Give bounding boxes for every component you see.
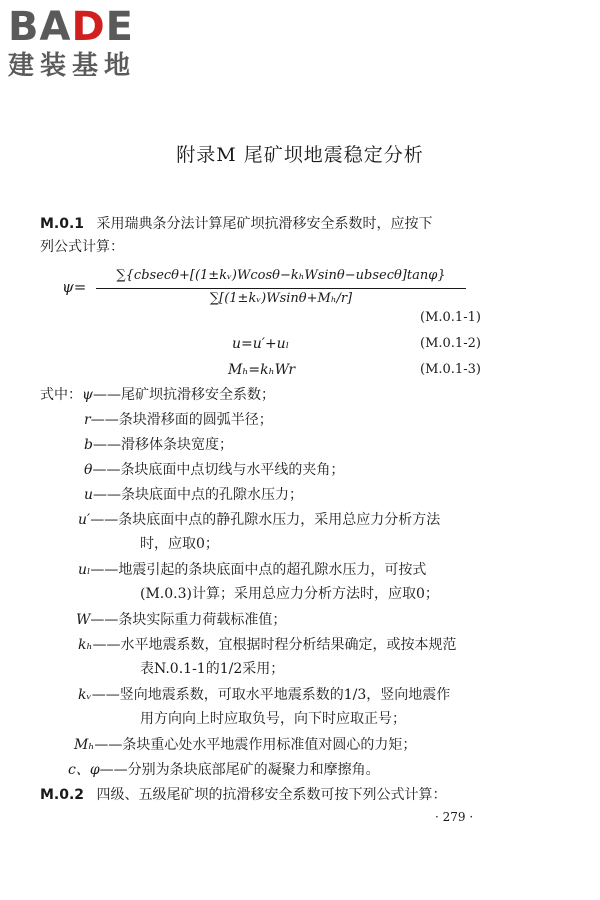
- logo-suffix: E: [105, 4, 134, 50]
- term-symbol: Mₕ: [74, 737, 95, 753]
- term-desc: 竖向地震系数，可取水平地震系数的1/3，竖向地震作: [119, 687, 451, 703]
- term-symbol: b: [84, 437, 93, 453]
- term-u-prime: [78, 511, 440, 529]
- logo-wordmark: [8, 6, 178, 48]
- term-desc: 分别为条块底部尾矿的凝聚力和摩擦角。: [127, 762, 380, 778]
- term-desc: 条块滑移面的圆弧半径；: [118, 412, 273, 428]
- term-u-prime-cont: 时，应取0；: [140, 536, 219, 552]
- term-desc: 条块底面中点的孔隙水压力；: [121, 487, 304, 503]
- term-symbol: uₗ: [78, 562, 91, 578]
- term-desc: 水平地震系数，宜根据时程分析结果确定，或按本规范: [120, 637, 457, 653]
- term-desc: 条块底面中点的静孔隙水压力，采用总应力分析方法: [118, 512, 441, 528]
- appendix-title: 附录M 尾矿坝地震稳定分析: [176, 144, 424, 166]
- brand-logo: [8, 6, 178, 82]
- term-desc: 滑移体条块宽度；: [120, 437, 233, 453]
- term-dash: ——: [92, 437, 121, 453]
- term-dash: ——: [92, 387, 121, 403]
- term-dash: ——: [91, 687, 120, 703]
- logo-prefix: BA: [8, 4, 72, 50]
- term-u-l-cont: (M.0.3)计算；采用总应力分析方法时，应取0；: [140, 586, 439, 602]
- logo-tagline: 建装基地: [8, 51, 137, 81]
- where-prefix: [40, 386, 275, 404]
- section-number: M.0.1: [40, 216, 85, 232]
- term-w: [76, 611, 286, 629]
- term-dash: ——: [90, 512, 119, 528]
- term-symbol: r: [84, 412, 91, 428]
- term-dash: ——: [90, 612, 119, 628]
- term-kv: [78, 686, 450, 704]
- term-symbol: u: [84, 487, 94, 503]
- term-u: [84, 486, 303, 504]
- term-kh: [78, 636, 457, 654]
- term-c-phi: [68, 761, 380, 779]
- term-kv-cont: 用方向向上时应取负号，向下时应取正号；: [140, 711, 406, 727]
- formula-denominator: ∑[(1±kᵥ)Wsinθ+Mₕ/r]: [209, 291, 353, 306]
- formula-numerator: ∑{cbsecθ+[(1±kᵥ)Wcosθ−kₕWsinθ−ubsecθ]tanφ}: [116, 268, 446, 283]
- section-text: 采用瑞典条分法计算尾矿坝抗滑移安全系数时，应按下: [96, 216, 433, 232]
- term-u-l: [78, 561, 426, 579]
- fraction-bar: [96, 288, 466, 289]
- equation-3: Mₕ=kₕWr: [228, 362, 296, 378]
- term-r: [84, 411, 273, 429]
- term-symbol: kᵥ: [78, 687, 92, 703]
- equation-number-2: (M.0.1-2): [420, 336, 481, 351]
- equation-number-1: (M.0.1-1): [420, 310, 481, 325]
- term-dash: ——: [99, 762, 128, 778]
- term-desc: 条块实际重力荷载标准值；: [118, 612, 287, 628]
- term-dash: ——: [92, 462, 121, 478]
- term-desc: 地震引起的条块底面中点的超孔隙水压力，可按式: [118, 562, 427, 578]
- section-text: 四级、五级尾矿坝的抗滑移安全系数可按下列公式计算：: [96, 787, 447, 803]
- section-m02: [40, 786, 447, 804]
- term-kh-cont: 表N.0.1-1的1/2采用；: [140, 661, 285, 677]
- term-dash: ——: [93, 487, 122, 503]
- section-number: M.0.2: [40, 787, 85, 803]
- term-symbol: θ: [84, 462, 93, 478]
- section-text-cont: 列公式计算：: [40, 239, 124, 255]
- equation-2: u=u′+uₗ: [232, 336, 290, 352]
- term-mh: [74, 736, 416, 754]
- term-symbol: u′: [78, 512, 91, 528]
- term-dash: ——: [90, 412, 119, 428]
- term-desc: 条块底面中点切线与水平线的夹角；: [120, 462, 345, 478]
- term-desc: 尾矿坝抗滑移安全系数；: [120, 387, 275, 403]
- term-dash: ——: [90, 562, 119, 578]
- formula-lhs: ψ=: [62, 278, 87, 296]
- term-desc: 条块重心处水平地震作用标准值对圆心的力矩；: [122, 737, 417, 753]
- section-m01: [40, 215, 433, 233]
- term-dash: ——: [92, 637, 121, 653]
- term-dash: ——: [94, 737, 123, 753]
- term-symbol: W: [76, 612, 91, 628]
- page-number: · 279 ·: [435, 810, 474, 824]
- term-b: [84, 436, 233, 454]
- equation-number-3: (M.0.1-3): [420, 362, 481, 377]
- logo-accent-letter: D: [71, 4, 106, 50]
- term-symbol: ψ: [82, 387, 93, 403]
- term-theta: [84, 461, 344, 479]
- term-symbol: kₕ: [78, 637, 93, 653]
- term-symbol: c、φ: [68, 762, 100, 778]
- where-label: 式中：: [40, 387, 82, 403]
